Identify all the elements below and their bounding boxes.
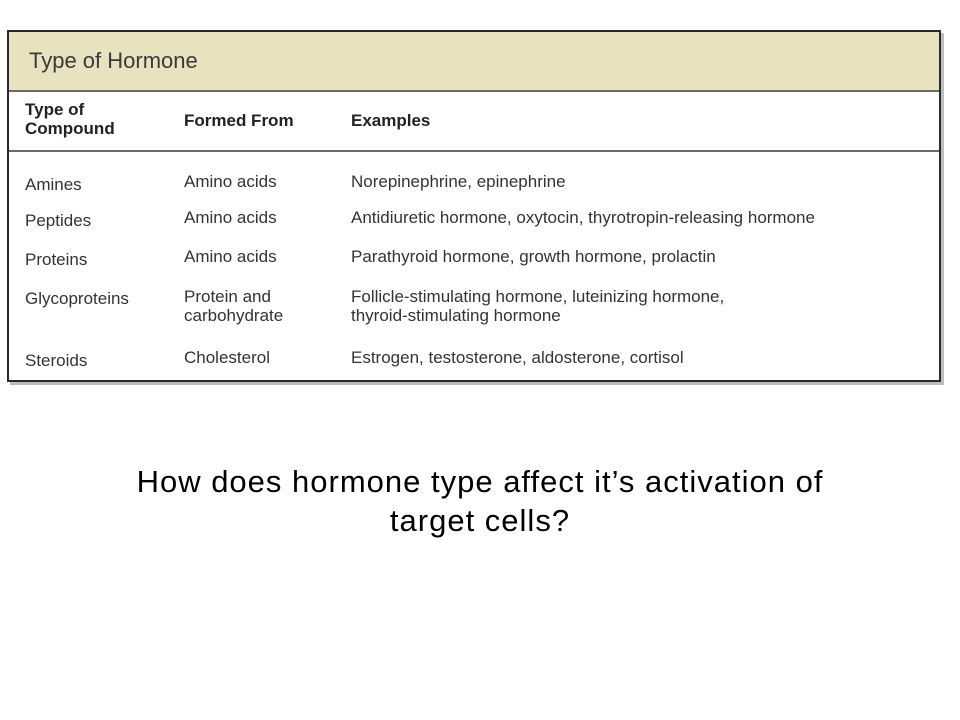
row-type: Steroids [25,351,88,370]
row-examples: Estrogen, testosterone, aldosterone, cortisol [351,348,684,367]
row-examples [351,287,941,325]
row-formed-from [184,287,354,325]
header-examples: Examples [351,111,431,130]
question-line2: target cells? [389,503,571,538]
header-type-line1: Type of [25,100,85,119]
question-text [0,462,960,540]
row-examples-line1: Follicle-stimulating hormone, luteinizing hormone, [351,287,725,306]
row-formed-from: Amino acids [184,247,277,266]
row-examples: Norepinephrine, epinephrine [351,172,566,191]
question-line1: How does hormone type affect it’s activation of [136,464,824,499]
row-formed-from: Amino acids [184,208,277,227]
row-type: Amines [25,175,82,194]
table-title: Type of Hormone [9,32,939,92]
header-type-line2: Compound [25,119,115,138]
header-formed-from: Formed From [184,111,294,130]
row-examples: Parathyroid hormone, growth hormone, prolactin [351,247,716,266]
row-type: Proteins [25,250,88,269]
table-header-row [9,92,939,152]
row-examples: Antidiuretic hormone, oxytocin, thyrotropin-releasing hormone [351,208,815,227]
row-formed-from: Amino acids [184,172,277,191]
row-type: Glycoproteins [25,289,129,308]
row-formed-from-line1: Protein and [184,287,271,306]
hormone-table [7,30,941,382]
row-formed-from: Cholesterol [184,348,270,367]
row-formed-from-line2: carbohydrate [184,306,284,325]
header-type-of-compound [25,100,185,138]
row-type: Peptides [25,211,92,230]
row-examples-line2: thyroid-stimulating hormone [351,306,561,325]
